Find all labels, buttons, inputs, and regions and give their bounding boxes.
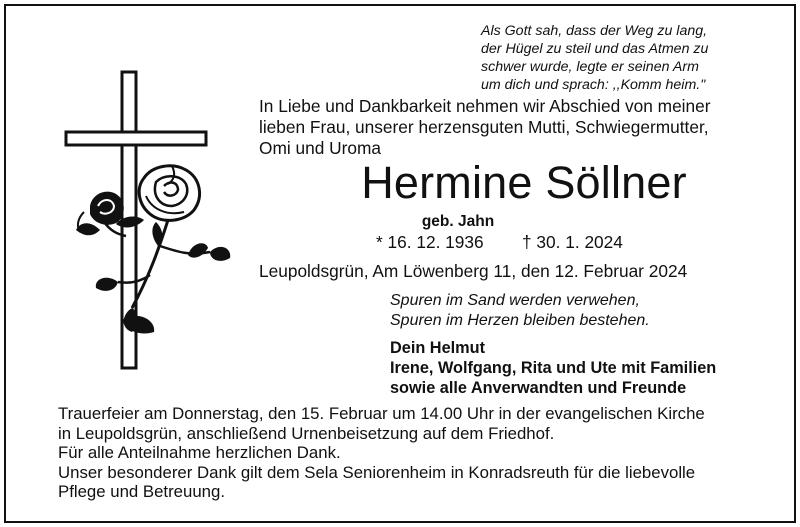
place-date: Leupoldsgrün, Am Löwenberg 11, den 12. Februar 2024 bbox=[259, 261, 688, 281]
quote-top-line: der Hügel zu steil und das Atmen zu bbox=[481, 41, 709, 57]
intro-line: lieben Frau, unserer herzensguten Mutti, Schwiegermutter, bbox=[259, 117, 709, 137]
quote-top bbox=[481, 22, 781, 94]
quote-middle bbox=[390, 291, 650, 331]
quote-top-line: um dich und sprach: ,,Komm heim." bbox=[481, 77, 706, 93]
birth-date: * 16. 12. 1936 bbox=[376, 232, 484, 252]
funeral-notice bbox=[58, 404, 705, 502]
death-date: † 30. 1. 2024 bbox=[522, 232, 623, 252]
notice-line: Trauerfeier am Donnerstag, den 15. Februar um 14.00 Uhr in der evangelischen Kirche bbox=[58, 404, 705, 423]
notice-line: Unser besonderer Dank gilt dem Sela Seniorenheim in Konradsreuth für die liebevolle bbox=[58, 462, 696, 482]
notice-line: Pflege und Betreuung. bbox=[58, 482, 226, 501]
notice-line: Für alle Anteilnahme herzlichen Dank. bbox=[58, 443, 341, 462]
deceased-name: Hermine Söllner bbox=[361, 157, 687, 208]
mourners-list bbox=[390, 338, 716, 398]
mourner-line: Dein Helmut bbox=[390, 339, 485, 357]
cross-with-roses-icon bbox=[60, 70, 240, 370]
intro-line: In Liebe und Dankbarkeit nehmen wir Abschied von meiner bbox=[259, 96, 711, 116]
quote-top-line: Als Gott sah, dass der Weg zu lang, bbox=[481, 23, 708, 39]
intro-text bbox=[259, 96, 779, 159]
quote-middle-line: Spuren im Herzen bleiben bestehen. bbox=[390, 312, 650, 329]
intro-line: Omi und Uroma bbox=[259, 138, 381, 158]
mourner-line: Irene, Wolfgang, Rita und Ute mit Familien bbox=[390, 359, 717, 377]
birth-name: geb. Jahn bbox=[421, 213, 495, 230]
mourner-line: sowie alle Anverwandten und Freunde bbox=[390, 379, 687, 397]
quote-middle-line: Spuren im Sand werden verwehen, bbox=[390, 292, 640, 309]
quote-top-line: schwer wurde, legte er seinen Arm bbox=[481, 59, 699, 75]
notice-line: in Leupoldsgrün, anschließend Urnenbeisetzung auf dem Friedhof. bbox=[58, 423, 555, 443]
